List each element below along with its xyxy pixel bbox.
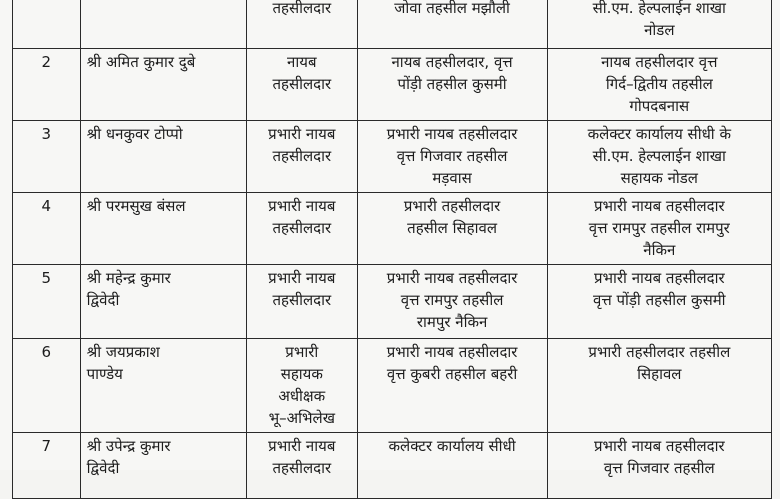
cell-text-line: वृत्त पोंड़ी तहसील कुसमी [593, 291, 726, 309]
designation-cell [247, 265, 358, 339]
cell-text-line: नायब तहसीलदार, वृत्त [391, 53, 513, 71]
employee-name-cell [80, 265, 246, 339]
table-row [13, 339, 772, 433]
table-row [13, 121, 772, 193]
cell-text-line: सहायक [280, 365, 323, 383]
cell-text-line: प्रभारी नायब तहसीलदार [593, 197, 725, 215]
cell-text-line: वृत्त गिजवार तहसील [396, 147, 508, 165]
serial-number-cell: 7 [13, 433, 81, 499]
designation-cell [247, 0, 358, 49]
cell-text-line: श्री महेन्द्र कुमार [86, 269, 171, 287]
cell-text-line: वृत्त कुबरी तहसील बहरी [386, 365, 518, 383]
cell-text-line: वृत्त गिजवार तहसील [603, 459, 715, 477]
cell-text-line: प्रभारी नायब [268, 437, 336, 455]
table-row [13, 433, 772, 499]
cell-text-line: प्रभारी नायब तहसीलदार [386, 125, 518, 143]
new-posting-cell [547, 193, 771, 265]
cell-text-line: गोपदबनास [629, 97, 690, 115]
employee-name-cell [80, 0, 246, 49]
cell-text-line: श्री उपेन्द्र कुमार [86, 437, 171, 455]
cell-text-line: द्विवेदी [86, 291, 120, 309]
cell-text-line: प्रभारी नायब [268, 125, 336, 143]
cell-text-line: प्रभारी नायब [268, 269, 336, 287]
cell-text-line: तहसीलदार [272, 219, 332, 237]
table-row [13, 49, 772, 121]
cell-text-line: तहसीलदार [272, 291, 332, 309]
cell-text-line: प्रभारी नायब तहसीलदार [386, 343, 518, 361]
current-posting-cell [357, 265, 547, 339]
current-posting-cell [357, 193, 547, 265]
cell-text-line: तहसीलदार [272, 75, 332, 93]
employee-name-cell [80, 49, 246, 121]
serial-number-cell: 5 [13, 265, 81, 339]
cell-text-line: द्विवेदी [86, 459, 120, 477]
designation-cell [247, 339, 358, 433]
cell-text-line: श्री धनकुवर टोप्पो [86, 125, 183, 143]
current-posting-cell [357, 433, 547, 499]
new-posting-cell [547, 265, 771, 339]
employee-name-cell [80, 121, 246, 193]
current-posting-cell [357, 49, 547, 121]
designation-cell [247, 121, 358, 193]
table-body [13, 0, 772, 499]
cell-text-line: वृत्त रामपुर तहसील [400, 291, 504, 309]
designation-cell [247, 193, 358, 265]
cell-text-line: प्रभारी तहसीलदार [403, 197, 501, 215]
cell-text-line: गिर्द–द्वितीय तहसील [605, 75, 713, 93]
cell-text-line: सहायक नोडल [620, 169, 698, 187]
new-posting-cell [547, 0, 771, 49]
cell-text-line: श्री जयप्रकाश [86, 343, 160, 361]
serial-number-cell: 6 [13, 339, 81, 433]
cell-text-line: तहसीलदार [272, 147, 332, 165]
cell-text-line: प्रभारी नायब तहसीलदार [593, 269, 725, 287]
cell-text-line: तहसीलदार [272, 0, 332, 17]
cell-text-line: तहसील सिहावल [407, 219, 498, 237]
cell-text-line: नायब तहसीलदार वृत्त [601, 53, 718, 71]
cell-text-line: नैकिन [643, 241, 676, 259]
cell-text-line: प्रभारी नायब [268, 197, 336, 215]
cell-text-line: प्रभारी [285, 343, 319, 361]
cell-text-line: श्री अमित कुमार दुबे [86, 53, 196, 71]
table-row [13, 265, 772, 339]
designation-cell [247, 49, 358, 121]
current-posting-cell [357, 121, 547, 193]
employee-name-cell [80, 433, 246, 499]
employee-name-cell [80, 339, 246, 433]
transfer-order-table [12, 0, 772, 499]
cell-text-line: भू–अभिलेख [268, 409, 335, 427]
new-posting-cell [547, 49, 771, 121]
cell-text-line: पोंड़ी तहसील कुसमी [397, 75, 507, 93]
serial-number-cell [13, 0, 81, 49]
cell-text-line: नोडल [644, 21, 675, 39]
new-posting-cell [547, 339, 771, 433]
cell-text-line: कलेक्टर कार्यालय सीधी [388, 437, 516, 455]
cell-text-line: तहसीलदार [272, 459, 332, 477]
cell-text-line: मड़वास [432, 169, 472, 187]
serial-number-cell: 3 [13, 121, 81, 193]
new-posting-cell [547, 433, 771, 499]
table-row [13, 193, 772, 265]
cell-text-line: अधीक्षक [278, 387, 326, 405]
cell-text-line: प्रभारी नायब तहसीलदार [386, 269, 518, 287]
current-posting-cell [357, 339, 547, 433]
cell-text-line: जोवा तहसील मझौली [394, 0, 510, 17]
cell-text-line: कलेक्टर कार्यालय सीधी के [587, 125, 731, 143]
cell-text-line: श्री परमसुख बंसल [86, 197, 186, 215]
serial-number-cell: 2 [13, 49, 81, 121]
cell-text-line: सिहावल [637, 365, 682, 383]
current-posting-cell [357, 0, 547, 49]
cell-text-line: पाण्डेय [86, 365, 123, 383]
new-posting-cell [547, 121, 771, 193]
cell-text-line: प्रभारी तहसीलदार तहसील [588, 343, 731, 361]
table-row [13, 0, 772, 49]
employee-name-cell [80, 193, 246, 265]
cell-text-line: नायब [287, 53, 317, 71]
cell-text-line: सी.एम. हेल्पलाईन शाखा [592, 0, 726, 17]
designation-cell [247, 433, 358, 499]
serial-number-cell: 4 [13, 193, 81, 265]
cell-text-line: सी.एम. हेल्पलाईन शाखा [592, 147, 726, 165]
cell-text-line: प्रभारी नायब तहसीलदार [593, 437, 725, 455]
cell-text-line: रामपुर नैकिन [416, 313, 488, 331]
cell-text-line: वृत्त रामपुर तहसील रामपुर [588, 219, 730, 237]
